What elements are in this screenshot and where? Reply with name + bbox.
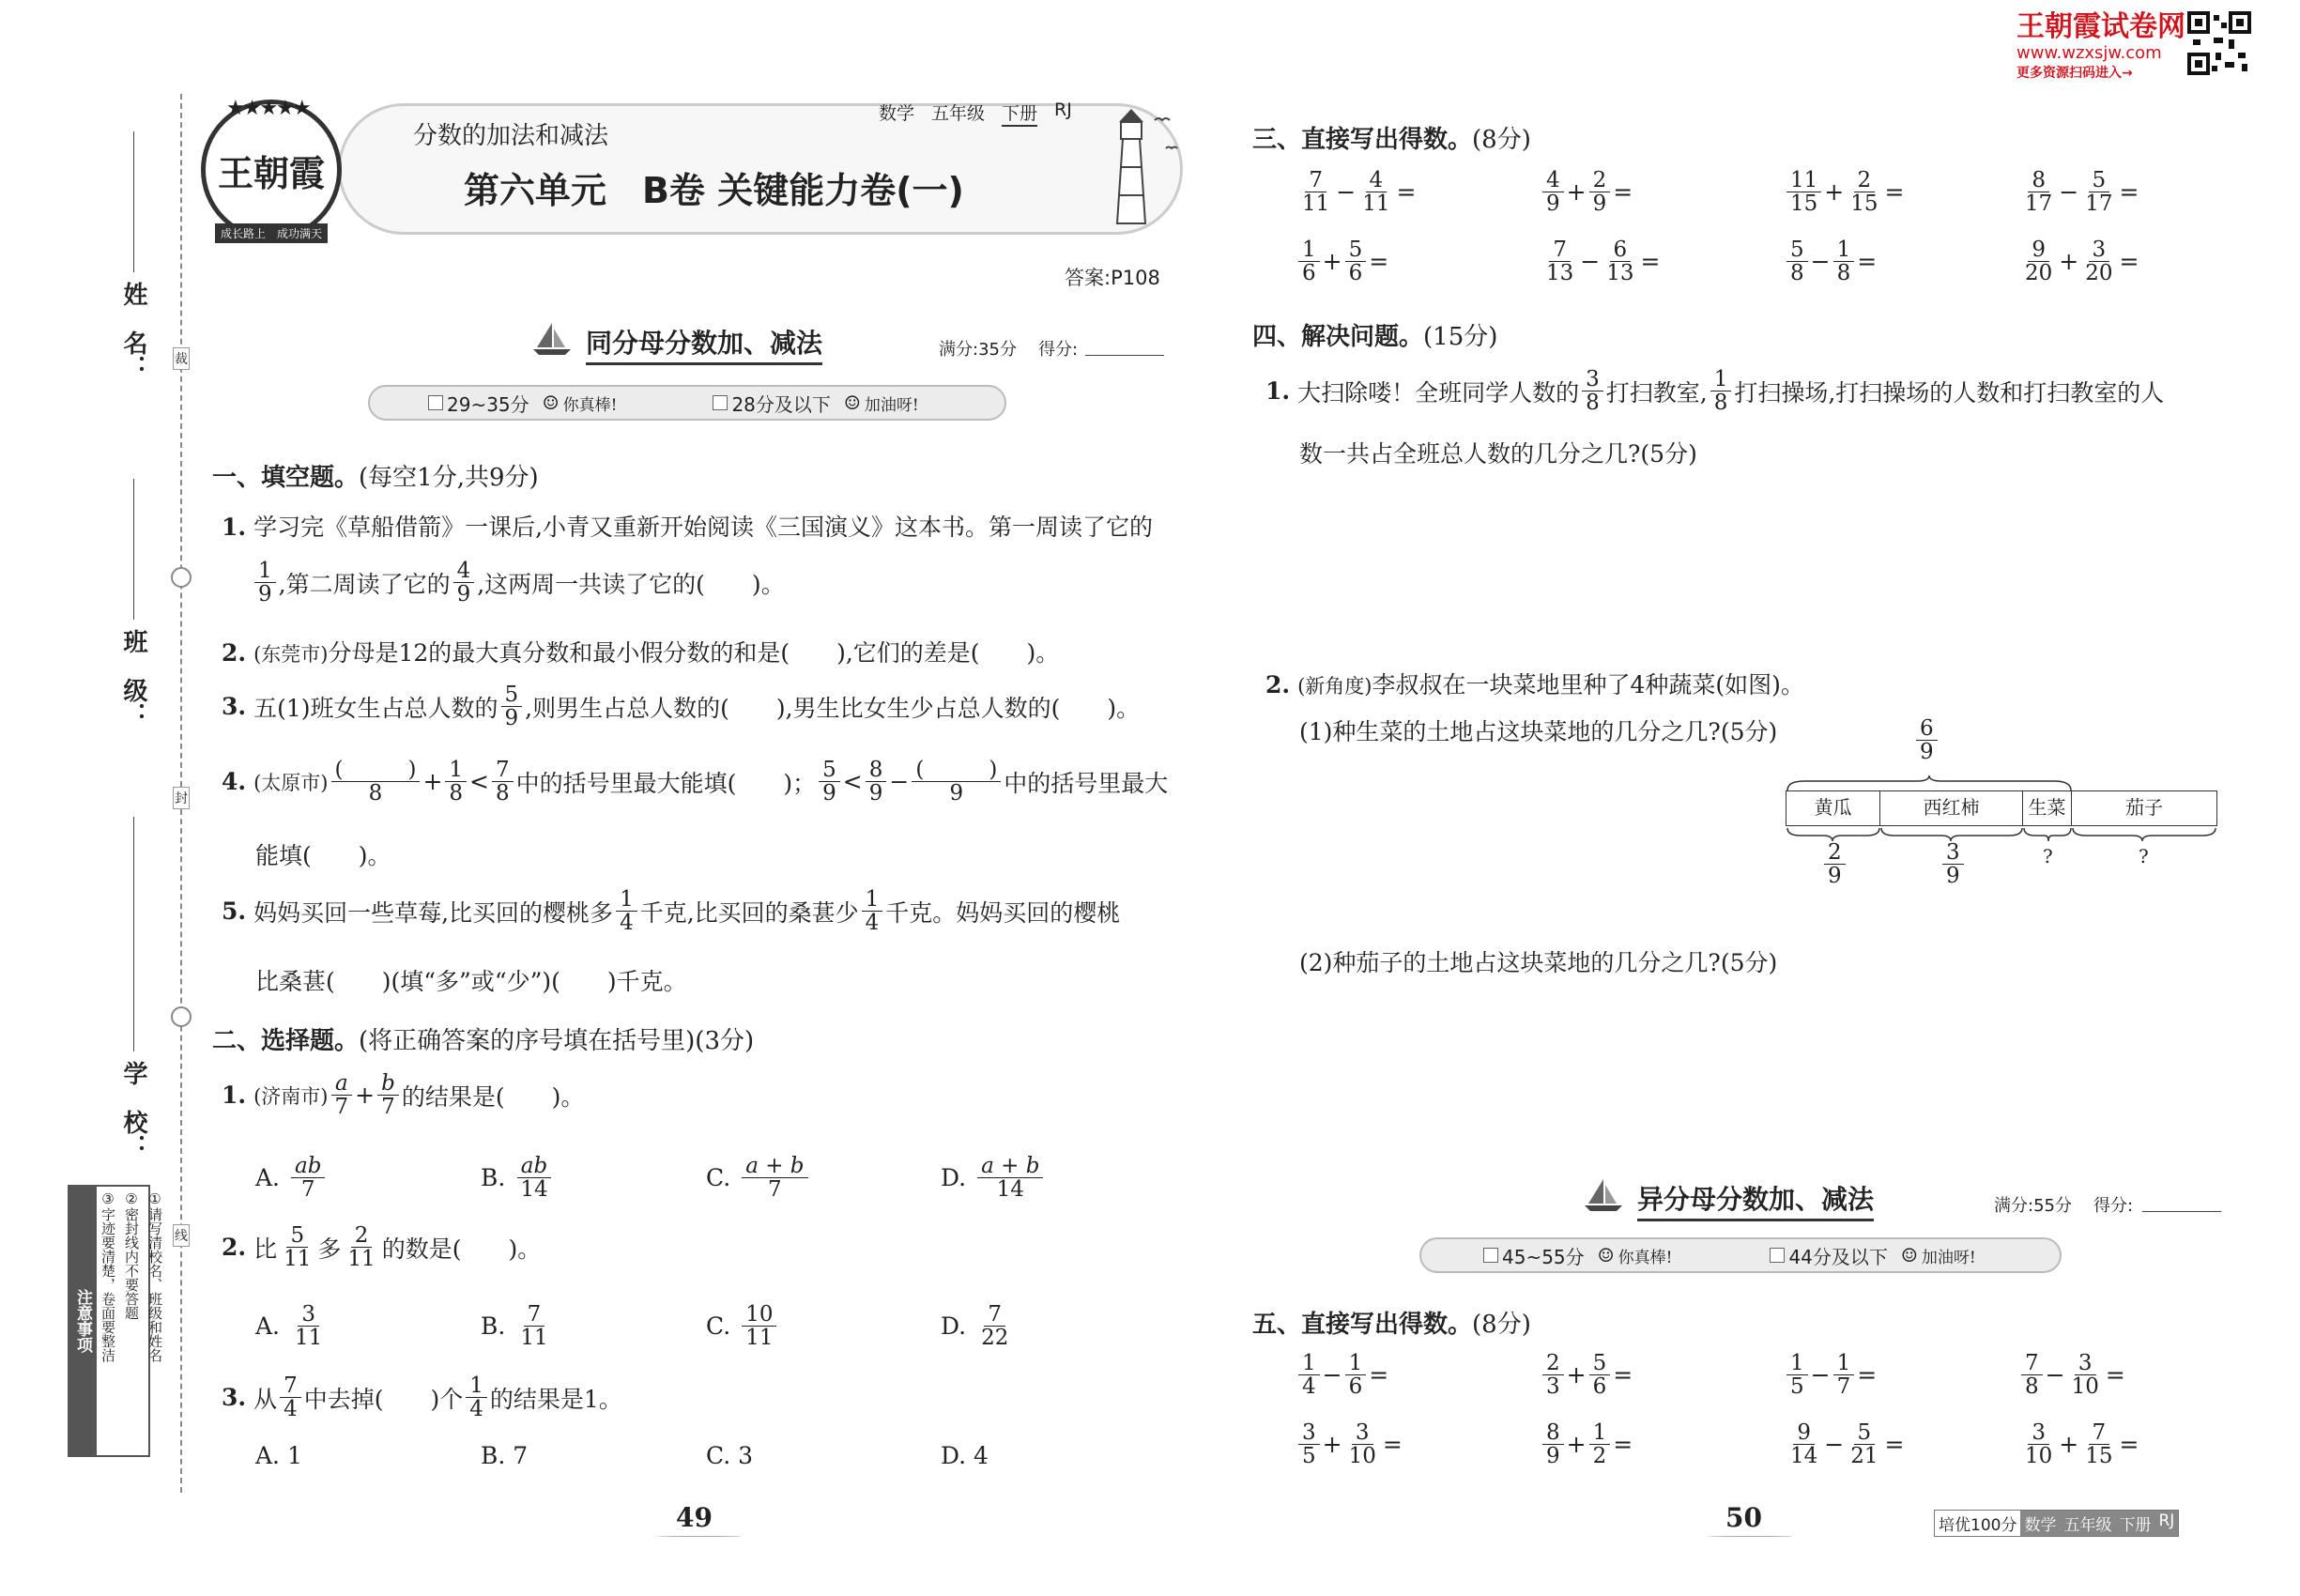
problem-4-2-q1: (1)种生菜的土地占这块菜地的几分之几?(5分) bbox=[1299, 718, 1778, 745]
name-label: 姓 名： bbox=[119, 282, 147, 379]
footer-tag: 培优100分 bbox=[1935, 1511, 2020, 1536]
equals-sign: = bbox=[1382, 1431, 1403, 1459]
operator: + bbox=[1322, 248, 1342, 276]
score-field-left[interactable] bbox=[1085, 355, 1164, 356]
fraction: $\frac{8}{9}$ bbox=[1542, 1421, 1564, 1467]
choice-2-2-option-d[interactable]: D. $\frac{7}{22}$ bbox=[941, 1302, 1009, 1351]
class-field[interactable] bbox=[133, 479, 134, 620]
sailboat-icon-2 bbox=[1583, 1175, 1624, 1213]
operator: + bbox=[2059, 1431, 2079, 1459]
footer-tag: 数学 bbox=[2020, 1511, 2060, 1536]
equals-sign: = bbox=[1857, 248, 1878, 276]
question-1-2: 2. (东莞市)分母是12的最大真分数和最小假分数的和是( ),它们的差是( )。 bbox=[222, 639, 1060, 667]
diagram-bar bbox=[1786, 790, 2217, 826]
tag-edition: RJ bbox=[1054, 100, 1072, 120]
fraction: $\frac{2}{3}$ bbox=[1542, 1352, 1564, 1398]
calc-item[interactable] bbox=[2018, 169, 2139, 215]
fraction: $\frac{1}{6}$ bbox=[1298, 238, 1320, 284]
fraction: $\frac{7}{4}$ bbox=[280, 1374, 301, 1420]
seal-icon-1 bbox=[171, 567, 192, 588]
fraction: $\frac{11}{15}$ bbox=[1786, 169, 1821, 215]
operator: + bbox=[1824, 178, 1845, 207]
calc-item[interactable] bbox=[1784, 1421, 1904, 1467]
question-1-5: 5. 妈妈买回一些草莓,比买回的樱桃多 $\frac{1}{4}$ 千克,比买回的桑葚少 $\frac{1}{4}$ 千克。妈妈买回的樱桃 bbox=[222, 887, 1121, 936]
score-field-right[interactable] bbox=[2142, 1211, 2221, 1212]
full-score-right: 满分:55分 bbox=[1994, 1196, 2072, 1216]
fraction-blank[interactable]: $\frac{( )}{9}$ bbox=[912, 759, 1001, 805]
fraction: $\frac{1}{5}$ bbox=[1786, 1352, 1808, 1398]
fraction: $\frac{5}{9}$ bbox=[819, 759, 840, 805]
footer-tag: RJ bbox=[2154, 1511, 2178, 1536]
fraction: $\frac{7}{15}$ bbox=[2085, 1420, 2113, 1469]
fraction: $\frac{5}{17}$ bbox=[2085, 168, 2113, 217]
operator: + bbox=[1566, 1361, 1587, 1389]
cell-cucumber: 黄瓜 bbox=[1786, 791, 1880, 825]
smile-icon-right: ☺ bbox=[1597, 1244, 1615, 1266]
choice-2-3-option-b[interactable]: B. 7 bbox=[481, 1442, 529, 1469]
cut-mark-2: 封 bbox=[173, 787, 190, 809]
part-title-different-denominator: 异分母分数加、减法 bbox=[1637, 1179, 1874, 1221]
section-3-title: 三、直接写出得数。(8分) bbox=[1252, 126, 1531, 154]
problem-4-1: 1. 大扫除喽！全班同学人数的 $\frac{3}{8}$ 打扫教室, $\frac{1}{8}$ 打扫操场,打扫操场的人数和打扫教室的人 bbox=[1265, 367, 2165, 416]
fraction: $\frac{1}{4}$ bbox=[1298, 1352, 1320, 1398]
cheer-icon-right: ☺ bbox=[1900, 1244, 1918, 1266]
fraction: $\frac{3}{10}$ bbox=[2025, 1420, 2053, 1469]
cut-mark-3: 线 bbox=[173, 1224, 190, 1247]
page-ornament-right bbox=[1709, 1536, 1793, 1537]
fraction: $\frac{5}{9}$ bbox=[501, 683, 523, 729]
equals-sign: = bbox=[1613, 1361, 1633, 1389]
school-label: 学 校： bbox=[119, 1061, 147, 1159]
equals-sign: = bbox=[1396, 178, 1417, 207]
notice-item: ③字迹要清楚，卷面要整洁 bbox=[100, 1190, 116, 1362]
footer-tag: 下册 bbox=[2115, 1511, 2154, 1536]
logo-banner: 成长路上 成功满天 bbox=[215, 223, 328, 243]
question-1-3: 3. 五(1)班女生占总人数的 $\frac{5}{9}$ ,则男生占总人数的( ),男生比女生少占总人数的( )。 bbox=[222, 683, 1141, 731]
problem-4-1-line2: 数一共占全班总人数的几分之几?(5分) bbox=[1299, 440, 1697, 468]
choice-2-1: 1. (济南市) $\frac{a}{7}$ + $\frac{b}{7}$ 的结果是( )。 bbox=[222, 1071, 585, 1120]
diagram-eggplant-unknown: ? bbox=[2139, 845, 2149, 867]
calc-item[interactable] bbox=[1540, 169, 1633, 215]
fraction: $\frac{8}{9}$ bbox=[866, 759, 887, 805]
fraction: $\frac{3}{10}$ bbox=[1348, 1420, 1376, 1469]
tag-subject: 数学 bbox=[879, 103, 915, 124]
fraction: $\frac{1}{8}$ bbox=[1833, 238, 1855, 284]
operator: − bbox=[1336, 178, 1357, 207]
answer-ref: 答案:P108 bbox=[1065, 267, 1160, 289]
calc-item[interactable] bbox=[2018, 1421, 2139, 1467]
calc-item[interactable] bbox=[1784, 1352, 1877, 1398]
equals-sign: = bbox=[1613, 1431, 1633, 1459]
grade-high-checkbox-right[interactable] bbox=[1483, 1248, 1498, 1263]
cheer-icon: ☺ bbox=[843, 391, 861, 414]
class-label: 班 级： bbox=[119, 629, 147, 727]
equals-sign: = bbox=[2119, 178, 2139, 207]
fraction: $\frac{4}{9}$ bbox=[1542, 169, 1564, 215]
school-field[interactable] bbox=[133, 817, 134, 1051]
fraction: $\frac{9}{20}$ bbox=[2025, 238, 2053, 286]
grade-low-checkbox-right[interactable] bbox=[1770, 1248, 1785, 1263]
fraction: $\frac{4}{9}$ bbox=[453, 560, 475, 606]
fraction: $\frac{2}{11}$ bbox=[347, 1223, 376, 1272]
smile-icon: ☺ bbox=[542, 391, 560, 414]
choice-2-2-option-b[interactable]: B. $\frac{7}{11}$ bbox=[481, 1302, 548, 1351]
cell-lettuce: 生菜 bbox=[2023, 791, 2072, 825]
cut-mark-1: 裁 bbox=[173, 347, 190, 370]
equals-sign: = bbox=[1884, 1431, 1905, 1459]
fraction-blank[interactable]: $\frac{( )}{8}$ bbox=[331, 759, 421, 805]
page-title: 第六单元 B卷 关键能力卷(一) bbox=[464, 170, 964, 211]
calc-item[interactable] bbox=[1784, 169, 1904, 215]
fraction: $\frac{5}{6}$ bbox=[1589, 1352, 1611, 1398]
calc-item[interactable] bbox=[1296, 1352, 1388, 1398]
grade-low: 28分及以下 bbox=[731, 392, 831, 416]
fraction: $\frac{5}{21}$ bbox=[1850, 1420, 1878, 1469]
notice-item: ②密封线内不要答题 bbox=[123, 1190, 140, 1320]
answer-area-4-2[interactable] bbox=[1299, 986, 2219, 1155]
brand-url[interactable]: www.wzxsjw.com bbox=[2016, 43, 2162, 63]
equals-sign: = bbox=[1857, 1361, 1878, 1389]
footer-tags bbox=[1934, 1510, 2179, 1537]
choice-2-2: 2. 比 $\frac{5}{11}$ 多 $\frac{2}{11}$ 的数是( )。 bbox=[222, 1223, 542, 1272]
question-1-1-line2: $\frac{1}{9}$ ,第二周读了它的 $\frac{4}{9}$ ,这两周一共读了它的( )。 bbox=[252, 560, 785, 606]
fraction: $\frac{8}{17}$ bbox=[2025, 168, 2053, 217]
section-4-title: 四、解决问题。(15分) bbox=[1252, 323, 1498, 351]
notice-items bbox=[97, 1187, 167, 1455]
grade-low-checkbox[interactable] bbox=[713, 395, 728, 410]
fraction: $\frac{7}{8}$ bbox=[2021, 1352, 2043, 1398]
calc-item[interactable] bbox=[1540, 1352, 1633, 1398]
equals-sign: = bbox=[1369, 248, 1389, 276]
diagram-top-fraction: $\frac{6}{9}$ bbox=[1916, 717, 1938, 763]
sailboat-icon bbox=[531, 319, 573, 357]
calc-item[interactable] bbox=[2018, 238, 2139, 284]
fraction: $\frac{3}{5}$ bbox=[1298, 1421, 1320, 1467]
operator: + bbox=[1322, 1431, 1342, 1459]
cell-tomato: 西红柿 bbox=[1880, 791, 2023, 825]
diagram-tomato-fraction: $\frac{3}{9}$ bbox=[1942, 841, 1964, 887]
operator: + bbox=[1566, 178, 1587, 207]
operator: − bbox=[2059, 178, 2079, 207]
logo bbox=[201, 97, 342, 240]
grade-high-right: 45~55分 bbox=[1502, 1245, 1585, 1268]
choice-2-1-option-b[interactable]: B. $\frac{ab}{14}$ bbox=[481, 1155, 555, 1201]
equals-sign: = bbox=[1369, 1361, 1389, 1389]
fraction: $\frac{1}{4}$ bbox=[466, 1374, 487, 1420]
operator: − bbox=[1810, 1361, 1831, 1389]
problem-4-2: 2. (新角度)李叔叔在一块菜地里种了4种蔬菜(如图)。 bbox=[1265, 671, 1804, 698]
operator: − bbox=[1580, 248, 1601, 276]
brand-name: 王朝霞试卷网 bbox=[2016, 10, 2185, 43]
section-2-title: 二、选择题。(将正确答案的序号填在括号里)(3分) bbox=[212, 1027, 755, 1055]
grade-high: 29~35分 bbox=[447, 392, 529, 416]
operator: + bbox=[1566, 1431, 1587, 1459]
operator: − bbox=[1810, 248, 1831, 276]
calc-item[interactable] bbox=[1784, 238, 1877, 284]
fraction: $\frac{1}{8}$ bbox=[1710, 368, 1732, 414]
praise-high: 你真棒! bbox=[562, 395, 618, 415]
equals-sign: = bbox=[1613, 178, 1633, 207]
fraction: $\frac{1}{6}$ bbox=[1345, 1352, 1367, 1398]
fraction: $\frac{2}{9}$ bbox=[1589, 169, 1611, 215]
equals-sign: = bbox=[2119, 1431, 2139, 1459]
cell-eggplant: 茄子 bbox=[2125, 796, 2163, 819]
name-field[interactable] bbox=[133, 131, 134, 272]
calc-item[interactable] bbox=[1296, 238, 1388, 284]
fraction: $\frac{3}{8}$ bbox=[1582, 368, 1603, 414]
choice-2-1-option-c[interactable]: C. $\frac{a + b}{7}$ bbox=[706, 1155, 811, 1201]
notice-box bbox=[68, 1185, 163, 1457]
notice-title: 注意事项 bbox=[69, 1187, 97, 1455]
section-5-title: 五、直接写出得数。(8分) bbox=[1252, 1311, 1531, 1339]
header-topic: 分数的加法和减法 bbox=[413, 122, 609, 150]
calc-item[interactable] bbox=[1540, 238, 1660, 284]
praise-low: 加油呀! bbox=[864, 395, 919, 415]
fraction: $\frac{1}{4}$ bbox=[616, 888, 637, 934]
calc-item[interactable] bbox=[2018, 1352, 2125, 1398]
fraction: $\frac{9}{14}$ bbox=[1790, 1420, 1818, 1469]
lighthouse-icon bbox=[1080, 101, 1183, 233]
brand-tagline: 更多资源扫码进入→ bbox=[2016, 66, 2133, 81]
fraction: $\frac{1}{7}$ bbox=[1833, 1352, 1855, 1398]
tag-volume: 下册 bbox=[1002, 100, 1037, 127]
full-score-left: 满分:35分 bbox=[939, 340, 1017, 360]
fraction: $\frac{1}{4}$ bbox=[862, 888, 883, 934]
praise-high-right: 你真棒! bbox=[1618, 1248, 1673, 1267]
fraction: $\frac{7}{8}$ bbox=[492, 759, 514, 805]
calc-item[interactable] bbox=[1540, 1421, 1633, 1467]
fraction: $\frac{5}{11}$ bbox=[284, 1223, 312, 1272]
notice-item: ①请写清校名、班级和姓名 bbox=[146, 1190, 163, 1362]
grade-bar-right bbox=[1419, 1237, 2062, 1273]
choice-2-3-option-d[interactable]: D. 4 bbox=[941, 1442, 989, 1469]
header-tags bbox=[879, 100, 1072, 127]
logo-text: 王朝霞 bbox=[217, 151, 325, 194]
answer-area-4-1[interactable] bbox=[1299, 479, 2219, 648]
calc-item[interactable] bbox=[1296, 1421, 1403, 1467]
fraction: $\frac{2}{15}$ bbox=[1850, 168, 1878, 217]
praise-low-right: 加油呀! bbox=[1921, 1248, 1976, 1267]
fraction: $\frac{3}{20}$ bbox=[2085, 238, 2113, 286]
choice-2-3-option-a[interactable]: A. 1 bbox=[255, 1442, 302, 1469]
part-title-same-denominator: 同分母分数加、减法 bbox=[586, 323, 822, 365]
choice-2-3: 3. 从 $\frac{7}{4}$ 中去掉( )个 $\frac{1}{4}$ 的结果是1。 bbox=[222, 1373, 622, 1422]
score-label-right: 得分: bbox=[2093, 1196, 2134, 1216]
equals-sign: = bbox=[2119, 248, 2139, 276]
operator: − bbox=[1824, 1431, 1845, 1459]
qr-code-icon[interactable] bbox=[2187, 11, 2251, 75]
section-1-title: 一、填空题。(每空1分,共9分) bbox=[212, 464, 539, 492]
grade-high-checkbox[interactable] bbox=[428, 395, 443, 410]
diagram-lettuce-unknown: ? bbox=[2043, 845, 2053, 867]
fraction: $\frac{7}{13}$ bbox=[1546, 238, 1574, 286]
page-ornament-left bbox=[657, 1536, 742, 1537]
score-label-left: 得分: bbox=[1038, 340, 1079, 360]
choice-2-2-option-a[interactable]: A. $\frac{3}{11}$ bbox=[255, 1302, 323, 1351]
choice-2-2-option-c[interactable]: C. $\frac{10}{11}$ bbox=[706, 1303, 779, 1349]
question-1-4-line2: 能填( )。 bbox=[255, 842, 391, 869]
grade-bar-left bbox=[368, 385, 1006, 421]
choice-2-1-option-d[interactable]: D. $\frac{a + b}{14}$ bbox=[941, 1155, 1046, 1201]
fraction: $\frac{1}{2}$ bbox=[1589, 1421, 1611, 1467]
fraction: $\frac{5}{8}$ bbox=[1786, 238, 1808, 284]
equals-sign: = bbox=[1884, 178, 1905, 207]
calc-item[interactable] bbox=[1296, 169, 1416, 215]
operator: − bbox=[1322, 1361, 1342, 1389]
operator: − bbox=[2045, 1361, 2065, 1389]
operator: + bbox=[2059, 248, 2079, 276]
choice-2-1-option-a[interactable]: A. $\frac{ab}{7}$ bbox=[255, 1155, 328, 1201]
fraction: $\frac{4}{11}$ bbox=[1362, 168, 1390, 217]
brand-block bbox=[2016, 11, 2185, 82]
fraction: $\frac{1}{8}$ bbox=[445, 759, 467, 805]
problem-4-2-q2: (2)种茄子的土地占这块菜地的几分之几?(5分) bbox=[1299, 949, 1778, 976]
equals-sign: = bbox=[2105, 1361, 2125, 1389]
fraction: $\frac{1}{9}$ bbox=[254, 560, 276, 606]
fraction: $\frac{7}{11}$ bbox=[1302, 168, 1330, 217]
tag-grade: 五年级 bbox=[931, 103, 986, 124]
star-row-icon: ★★★★★ bbox=[226, 97, 310, 120]
fraction: $\frac{6}{13}$ bbox=[1606, 238, 1634, 286]
question-1-5-line2: 比桑葚( )(填“多”或“少”)( )千克。 bbox=[255, 968, 687, 995]
equals-sign: = bbox=[1640, 248, 1661, 276]
page-number-50: 50 bbox=[1725, 1502, 1762, 1533]
seal-icon-2 bbox=[171, 1006, 192, 1027]
choice-2-3-option-c[interactable]: C. 3 bbox=[706, 1442, 754, 1469]
question-1-4: 4. (太原市) $\frac{( )}{8}$ + $\frac{1}{8}$ < $\frac{7}{8}$ 中的括号里最大能填( )； $\frac{5}{9}$ < $\frac{8}{9}$ − $\frac{( )}{9}$ 中的括号里最大 bbox=[222, 758, 1169, 806]
fraction: $\frac{b}{7}$ bbox=[377, 1072, 399, 1118]
fraction: $\frac{5}{6}$ bbox=[1345, 238, 1367, 284]
diagram-bottom-braces bbox=[1786, 826, 2217, 841]
diagram-cucumber-fraction: $\frac{2}{9}$ bbox=[1824, 841, 1846, 887]
page-number-49: 49 bbox=[676, 1502, 713, 1533]
grade-low-right: 44分及以下 bbox=[1788, 1245, 1888, 1268]
fraction: $\frac{a}{7}$ bbox=[331, 1072, 353, 1118]
footer-tag: 五年级 bbox=[2060, 1511, 2115, 1536]
fraction: $\frac{3}{10}$ bbox=[2071, 1351, 2099, 1400]
question-1-1: 1. 学习完《草船借箭》一课后,小青又重新开始阅读《三国演义》这本书。第一周读了它的 bbox=[222, 514, 1154, 541]
